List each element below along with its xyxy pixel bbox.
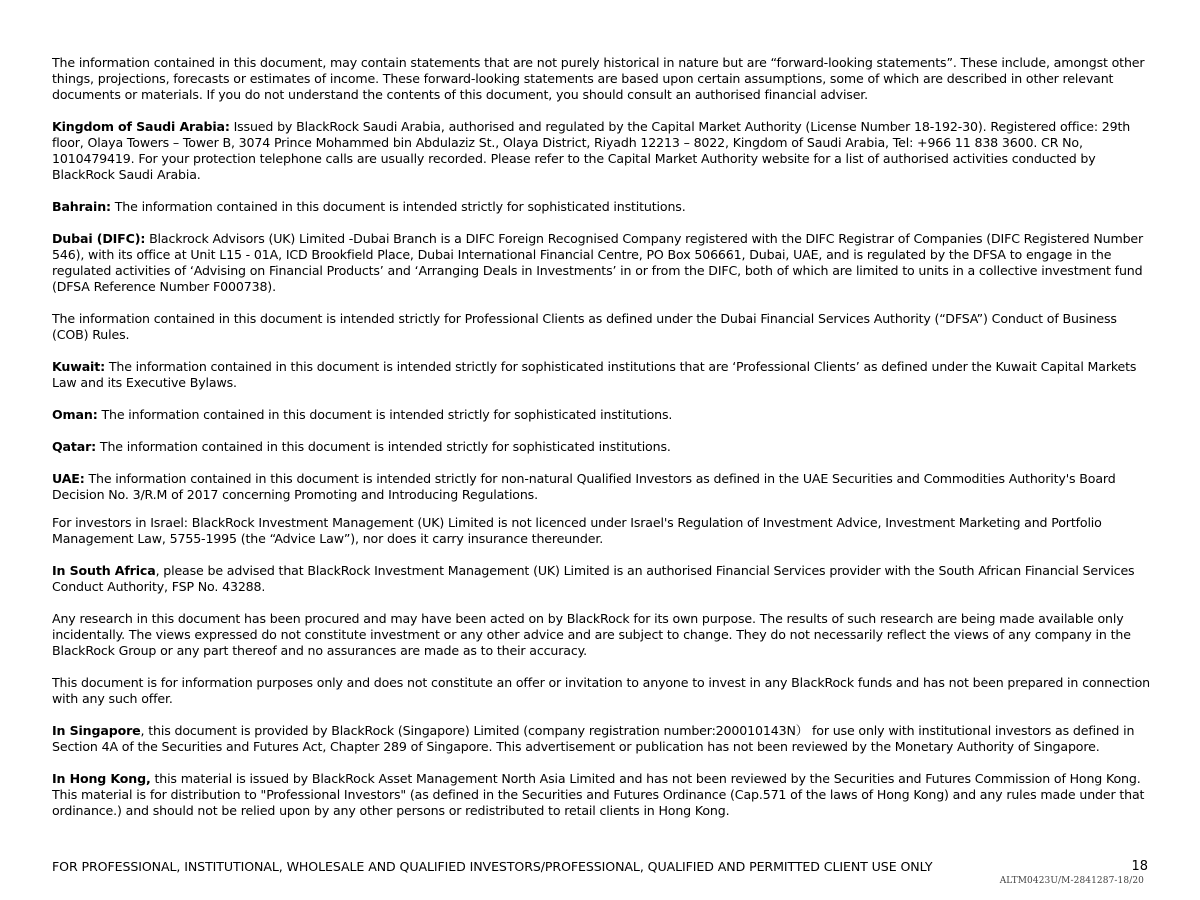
paragraph-information-purposes (52, 675, 1150, 707)
paragraph-dubai-professional (52, 311, 1150, 343)
paragraph-text: The information contained in this document is intended strictly for sophisticated institutions. (97, 407, 673, 422)
paragraph-lead: UAE: (52, 471, 85, 486)
paragraph-lead: Kingdom of Saudi Arabia: (52, 119, 230, 134)
paragraph-text: , this document is provided by BlackRock (Singapore) Limited (company registration number:200010143N） for use only with institutional investors as defined in Section 4A of the Securities and Futures Act, Chapter 289 of Singapore. This advertisement or publication has not been reviewed by the Monetary Authority of Singapore. (52, 723, 1135, 754)
paragraph-israel (52, 515, 1150, 547)
paragraph-qatar (52, 439, 1150, 455)
paragraph-south-africa (52, 563, 1150, 595)
paragraph-text: The information contained in this document is intended strictly for sophisticated institutions. (96, 439, 671, 454)
paragraph-hong-kong (52, 771, 1150, 819)
paragraph-lead: Kuwait: (52, 359, 105, 374)
paragraph-text: The information contained in this document is intended strictly for sophisticated institutions that are ‘Professional Clients’ as defined under the Kuwait Capital Markets Law and its Executive Bylaws. (52, 359, 1137, 390)
paragraph-text: , please be advised that BlackRock Investment Management (UK) Limited is an authorised Financial Services provider with the South African Financial Services Conduct Authority, FSP No. 43288. (52, 563, 1135, 594)
paragraph-text: The information contained in this document is intended strictly for non-natural Qualified Investors as defined in the UAE Securities and Commodities Authority's Board Decision No. 3/R.M of 2017 concerning Promoting and Introducing Regulations. (52, 471, 1116, 502)
paragraph-lead: In Singapore (52, 723, 141, 738)
paragraph-bahrain (52, 199, 1150, 215)
paragraph-text: Issued by BlackRock Saudi Arabia, authorised and regulated by the Capital Market Authority (License Number 18-192-30). Registered office: 29th floor, Olaya Towers – Tower B, 3074 Prince Mohammed bin Abdulaziz St., Olaya District, Riyadh 12213 – 8022, Kingdom of Saudi Arabia, Tel: +966 11 838 3600. CR No, 1010479419. For your protection telephone calls are usually recorded. Please refer to the Capital Market Authority website for a list of authorised activities conducted by BlackRock Saudi Arabia. (52, 119, 1131, 182)
page-number: 18 (1131, 859, 1148, 874)
paragraph-uae (52, 471, 1150, 503)
paragraph-lead: In South Africa (52, 563, 156, 578)
paragraph-text: Any research in this document has been procured and may have been acted on by BlackRock for its own purpose. The results of such research are being made available only incidentally. The views expressed do not constitute investment or any other advice and are subject to change. They do not necessarily reflect the views of any company in the BlackRock Group or any part thereof and no assurances are made as to their accuracy. (52, 611, 1131, 658)
paragraph-lead: In Hong Kong, (52, 771, 151, 786)
paragraph-oman (52, 407, 1150, 423)
paragraph-saudi-arabia (52, 119, 1150, 183)
paragraph-text: This document is for information purposes only and does not constitute an offer or invitation to anyone to invest in any BlackRock funds and has not been prepared in connection with any such offer. (52, 675, 1150, 706)
paragraph-dubai (52, 231, 1150, 295)
paragraph-text: The information contained in this document, may contain statements that are not purely historical in nature but are “forward-looking statements”. These include, amongst other things, projections, forecasts or estimates of income. These forward-looking statements are based upon certain assumptions, some of which are described in other relevant documents or materials. If you do not understand the contents of this document, you should consult an authorised financial adviser. (52, 55, 1145, 102)
paragraph-text: The information contained in this document is intended strictly for sophisticated institutions. (110, 199, 686, 214)
paragraph-singapore (52, 723, 1150, 755)
paragraph-lead: Bahrain: (52, 199, 111, 214)
document-code: ALTM0423U/M-2841287-18/20 (999, 876, 1144, 886)
paragraph-lead: Qatar: (52, 439, 97, 454)
paragraph-forward-looking (52, 55, 1150, 103)
footer-audience-notice: FOR PROFESSIONAL, INSTITUTIONAL, WHOLESALE AND QUALIFIED INVESTORS/PROFESSIONAL, QUALIFIED AND PERMITTED CLIENT USE ONLY (52, 859, 933, 874)
paragraph-kuwait (52, 359, 1150, 391)
paragraph-lead: Dubai (DIFC): (52, 231, 146, 246)
paragraph-text: Blackrock Advisors (UK) Limited -Dubai Branch is a DIFC Foreign Recognised Company registered with the DIFC Registrar of Companies (DIFC Registered Number 546), with its office at Unit L15 - 01A, ICD Brookfield Place, Dubai International Financial Centre, PO Box 506661, Dubai, UAE, and is regulated by the DFSA to engage in the regulated activities of ‘Advising on Financial Products’ and ‘Arranging Deals in Investments’ in or from the DIFC, both of which are limited to units in a collective investment fund (DFSA Reference Number F000738). (52, 231, 1144, 294)
paragraph-research (52, 611, 1150, 659)
paragraph-text: this material is issued by BlackRock Asset Management North Asia Limited and has not been reviewed by the Securities and Futures Commission of Hong Kong. This material is for distribution to "Professional Investors" (as defined in the Securities and Futures Ordinance (Cap.571 of the laws of Hong Kong) and any rules made under that ordinance.) and should not be relied upon by any other persons or redistributed to retail clients in Hong Kong. (52, 771, 1145, 818)
disclaimer-body (52, 55, 1150, 835)
paragraph-lead: Oman: (52, 407, 98, 422)
paragraph-text: The information contained in this document is intended strictly for Professional Clients as defined under the Dubai Financial Services Authority (“DFSA”) Conduct of Business (COB) Rules. (52, 311, 1117, 342)
paragraph-text: For investors in Israel: BlackRock Investment Management (UK) Limited is not licenced under Israel's Regulation of Investment Advice, Investment Marketing and Portfolio Management Law, 5755-1995 (the “Advice Law”), nor does it carry insurance thereunder. (52, 515, 1102, 546)
